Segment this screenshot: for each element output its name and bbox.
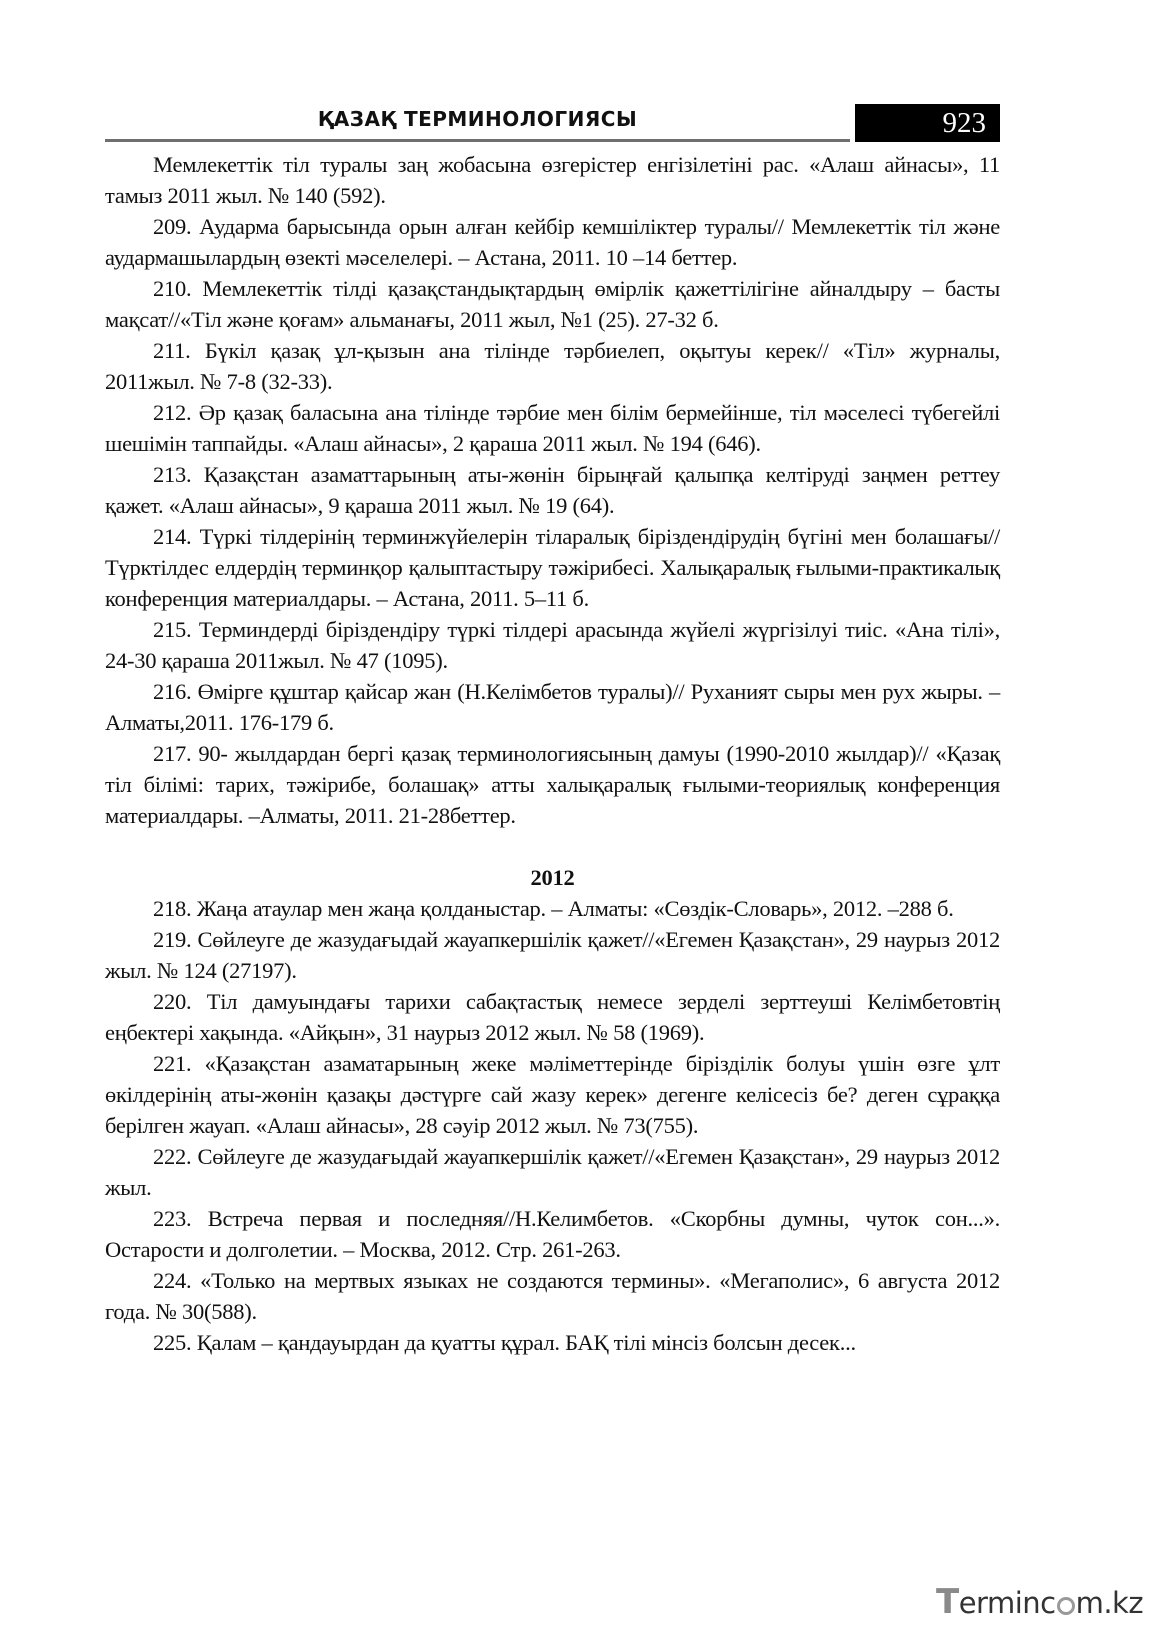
bibliography-entry: 210. Мемлекеттік тілді қазақстандықтардың өмірлік қажеттілігіне айналдыру – басты мақсат//«Тіл және қоғам» альманағы, 2011 жыл, №1 (25). 27-32 б. bbox=[105, 276, 1000, 332]
watermark-text-start: erminc bbox=[958, 1586, 1056, 1620]
bibliography-entry: 218. Жаңа атаулар мен жаңа қолданыстар. – Алматы: «Сөздік-Словарь», 2012. –288 б. bbox=[153, 896, 954, 921]
bibliography-entry: 217. 90- жылдардан бергі қазақ терминологиясының дамуы (1990-2010 жылдар)// «Қазақ тіл білімі: тарих, тәжірибе, болашақ» атты халықаралық ғылыми-теориялық конференция материалдары. –Алматы, 2011. 21-28беттер. bbox=[105, 741, 1000, 828]
bibliography-entry: 215. Терминдерді біріздендіру түркі тілдері арасында жүйелі жүргізілуі тиіс. «Ана тілі», 24-30 қараша 2011жыл. № 47 (1095). bbox=[105, 617, 1000, 673]
bibliography-entry: 209. Аударма барысында орын алған кейбір кемшіліктер туралы// Мемлекеттік тіл және аудармашылардың өзекті мәселелері. – Астана, 2011. 10 –14 беттер. bbox=[105, 214, 1000, 270]
bibliography-entry: 225. Қалам – қандауырдан да қуатты құрал. БАҚ тілі мінсіз болсын десек... bbox=[153, 1330, 856, 1355]
bibliography-entry: 220. Тіл дамуындағы тарихи сабақтастық немесе зерделі зерттеуші Келімбетовтің еңбектері хақында. «Айқын», 31 наурыз 2012 жыл. № 58 (1969). bbox=[105, 989, 1000, 1045]
termincom-watermark bbox=[936, 1580, 1146, 1624]
bibliography-entry: 216. Өмірге құштар қайсар жан (Н.Келімбетов туралы)// Руханият сыры мен рух жыры. – Алматы,2011. 176-179 б. bbox=[105, 679, 1000, 735]
header-title: ҚАЗАҚ ТЕРМИНОЛОГИЯСЫ bbox=[317, 107, 638, 131]
bibliography-entry: 224. «Только на мертвых языках не создаются термины». «Мегаполис», 6 августа 2012 года. № 30(588). bbox=[105, 1268, 1000, 1324]
page-number: 923 bbox=[855, 104, 1000, 142]
watermark-text-end: m.kz bbox=[1075, 1586, 1144, 1620]
ring-icon bbox=[1057, 1597, 1075, 1615]
bibliography-body bbox=[105, 149, 1000, 1358]
bibliography-entry: Мемлекеттік тіл туралы заң жобасына өзгерістер енгізілетіні рас. «Алаш айнасы», 11 тамыз 2011 жыл. № 140 (592). bbox=[105, 152, 1000, 208]
watermark-letter: T bbox=[936, 1582, 959, 1622]
bibliography-entry: 221. «Қазақстан азаматарының жеке мәліметтерінде біріздiлік болуы үшін өзге ұлт өкілдерінің аты-жөнін қазақы дәстүрге сай жазу керек» дегенге келісесіз бе? деген сұраққа берілген жауап. «Алаш айнасы», 28 сәуір 2012 жыл. № 73(755). bbox=[105, 1051, 1000, 1138]
header-rule bbox=[105, 139, 850, 142]
bibliography-entry: 223. Встреча первая и последняя//Н.Келимбетов. «Скорбны думны, чуток сон...». Остарости и долголетии. – Москва, 2012. Стр. 261-263. bbox=[105, 1206, 1000, 1262]
bibliography-entry: 213. Қазақстан азаматтарының аты-жөнін бірыңғай қалыпқа келтіруді заңмен реттеу қажет. «Алаш айнасы», 9 қараша 2011 жыл. № 19 (64). bbox=[105, 462, 1000, 518]
running-header bbox=[105, 104, 1000, 144]
bibliography-entry: 222. Сөйлеуге де жазудағыдай жауапкершілік қажет//«Егемен Қазақстан», 29 наурыз 2012 жыл. bbox=[105, 1144, 1000, 1200]
bibliography-entry: 219. Сөйлеуге де жазудағыдай жауапкершілік қажет//«Егемен Қазақстан», 29 наурыз 2012 жыл. № 124 (27197). bbox=[105, 927, 1000, 983]
year-heading: 2012 bbox=[530, 865, 575, 890]
bibliography-entry: 211. Бүкіл қазақ ұл-қызын ана тілінде тәрбиелеп, оқытуы керек// «Тіл» журналы, 2011жыл. № 7-8 (32-33). bbox=[105, 338, 1000, 394]
bibliography-entry: 212. Әр қазақ баласына ана тілінде тәрбие мен білім бермейінше, тіл мәселесі түбегейлі шешімін таппайды. «Алаш айнасы», 2 қараша 2011 жыл. № 194 (646). bbox=[105, 400, 1000, 456]
bibliography-entry: 214. Түркі тілдерінің терминжүйелерін тіларалық біріздендірудің бүгіні мен болашағы//Түрктілдес елдердің терминқор қалыптастыру тәжірибесі. Халықаралық ғылыми-практикалық конференция материалдары. – Астана, 2011. 5–11 б. bbox=[105, 524, 1000, 611]
